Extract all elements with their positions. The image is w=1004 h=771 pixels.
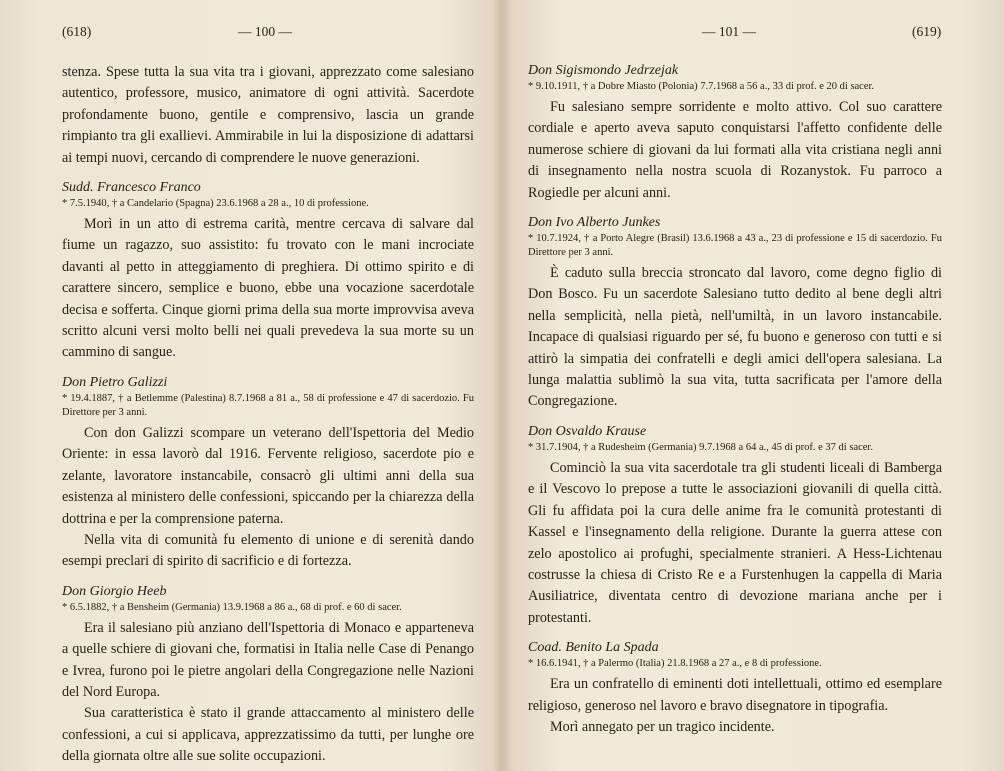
obituary-entry — [528, 423, 942, 629]
entry-name: Don Pietro Galizzi — [62, 374, 168, 390]
entry-paragraph: Sua caratteristica è stato il grande attaccamento al ministero delle confessioni, a cui si applicava, apprezzatissimo da tutti, per lunghe ore della giornata oltre alle sue solite occupazioni. — [62, 705, 474, 765]
entry-paragraph: Con don Galizzi scompare un veterano dell'Ispettoria del Medio Oriente: in essa lavorò dal 1916. Fervente religioso, sacerdote pio e zelante, lavoratore instancabile, consacrò gli ultimi anni della sua esistenza al ministero delle confessioni, spiccando per la chiarezza della dottrina e per la comprensione paterna. — [62, 424, 474, 527]
entry-paragraph: Morì annegato per un tragico incidente. — [550, 718, 775, 735]
page-number-bracket-left: (618) — [62, 24, 92, 39]
obituary-entry — [62, 374, 474, 573]
entry-paragraph: Cominciò la sua vita sacerdotale tra gli studenti liceali di Bamberga e il Vescovo lo prepose a tutte le associazioni giovanili di quella città. Gli fu affidata poi la cura delle anime fra le comunità protestanti di Kassel e l'insegnamento della religione. Durante la guerra attese con zelo apostolico ai profughi, specialmente stranieri. A Hess-Lichtenau costrusse la chiesa di Cristo Re e a Furstenhugen la cappella di Maria Ausiliatrice, diventata centro di devozione mariana anche per i protestanti. — [528, 459, 942, 626]
entry-dates: * 7.5.1940, † a Candelario (Spagna) 23.6.1968 a 28 a., 10 di professione. — [62, 198, 369, 210]
entry-name: Don Osvaldo Krause — [528, 423, 647, 439]
left-page — [0, 0, 500, 771]
entry-dates: * 19.4.1887, † a Betlemme (Palestina) 8.7.1968 a 81 a., 58 di professione e 47 di sacerdozio. Fu Direttore per 3 anni. — [62, 392, 474, 418]
left-column — [62, 62, 474, 768]
entry-paragraph: Era un confratello di eminenti doti intellettuali, ottimo ed esemplare religioso, generoso nel lavoro e bravo disegnatore in tipografia. — [528, 676, 942, 714]
entry-dates: * 31.7.1904, † a Rudesheim (Germania) 9.7.1968 a 64 a., 45 di prof. e 37 di sacer. — [528, 441, 873, 453]
entry-dates: * 10.7.1924, † a Porto Alegre (Brasil) 13.6.1968 a 43 a., 23 di professione e 15 di sacerdozio. Fu Direttore per 3 anni. — [528, 233, 942, 259]
page-number-right: — 101 — — [702, 24, 756, 39]
right-page — [502, 0, 1004, 771]
entry-paragraph: Fu salesiano sempre sorridente e molto attivo. Col suo carattere cordiale e aperto aveva saputo conquistarsi l'affetto confidente delle numerose schiere di giovani da lui formati alla vita cristiana negli anni di insegnamento nella nostra scuola di Rozanystok. Fu parroco a Rogiedle per alcuni anni. — [528, 99, 942, 201]
entry-name: Don Sigismondo Jedrzejak — [528, 63, 679, 78]
obituary-entry — [528, 639, 942, 738]
right-column — [528, 62, 942, 738]
obituary-entry — [528, 62, 942, 204]
entry-paragraph: Era il salesiano più anziano dell'Ispettoria di Monaco e apparteneva a quelle schiere di giovani che, formatisi in Italia nelle Case di Penango e Ivrea, furono poi le pietre angolari della Congregazione nelle Nazioni del Nord Europa. — [62, 619, 474, 700]
opening-paragraph: stenza. Spese tutta la sua vita tra i giovani, apprezzato come salesiano autentico, professore, musico, animatore di ogni attività. Sacerdote profondamente buono, gentile e comprensivo, lascia un grande rimpianto tra gli exallievi. Ammirabile in lui la disposizione di adattarsi ai tempi nuovi, cercando di comprendere le nuove generazioni. — [62, 64, 474, 166]
entry-dates: * 16.6.1941, † a Palermo (Italia) 21.8.1968 a 27 a., e 8 di professione. — [528, 658, 822, 670]
entry-paragraph: Nella vita di comunità fu elemento di unione e di serenità dando esempi preclari di spirito di sacrificio e di fortezza. — [62, 531, 474, 570]
page-number-left: — 100 — — [238, 24, 292, 39]
entry-name: Coad. Benito La Spada — [528, 640, 659, 656]
obituary-entry — [528, 214, 942, 413]
page-number-bracket-right: (619) — [912, 24, 942, 39]
obituary-entry — [62, 583, 474, 768]
entry-dates: * 9.10.1911, † a Dobre Miasto (Polonia) 7.7.1968 a 56 a., 33 di prof. e 20 di sacer. — [528, 81, 875, 92]
entry-paragraph: Morì in un atto di estrema carità, mentre cercava di salvare dal fiume un ragazzo, suo assistito: fu trovato con le mani incrociate davanti al petto in atteggiamento di preghiera. Di ottimo spirito e di carattere sincero, semplice e buono, ebbe una vocazione sacerdotale decisa e sofferta. Cinque giorni prima della sua morte improvvisa aveva scritto alcuni versi molto belli nei quali prevedeva la sua morte su un cammino di sangue. — [62, 216, 474, 361]
entry-paragraph: È caduto sulla breccia stroncato dal lavoro, come degno figlio di Don Bosco. Fu un sacerdote Salesiano tutto dedito al bene degli altri nella semplicità, nella pietà, nell'umiltà, in un lavoro instancabile. Incapace di qualsiasi riguardo per sé, fu buono e generoso con tutti e si attirò la simpatia dei confratelli e degli amici dell'opera salesiana. La lunga malattia sublimò la sua vita, tutta sacrificata per l'amore della Congregazione. — [528, 265, 942, 410]
entry-name: Don Ivo Alberto Junkes — [528, 215, 661, 231]
entry-dates: * 6.5.1882, † a Bensheim (Germania) 13.9.1968 a 86 a., 68 di prof. e 60 di sacer. — [62, 601, 402, 613]
obituary-entry — [62, 179, 474, 364]
entry-name: Don Giorgio Heeb — [62, 583, 167, 599]
entry-name: Sudd. Francesco Franco — [62, 180, 201, 196]
